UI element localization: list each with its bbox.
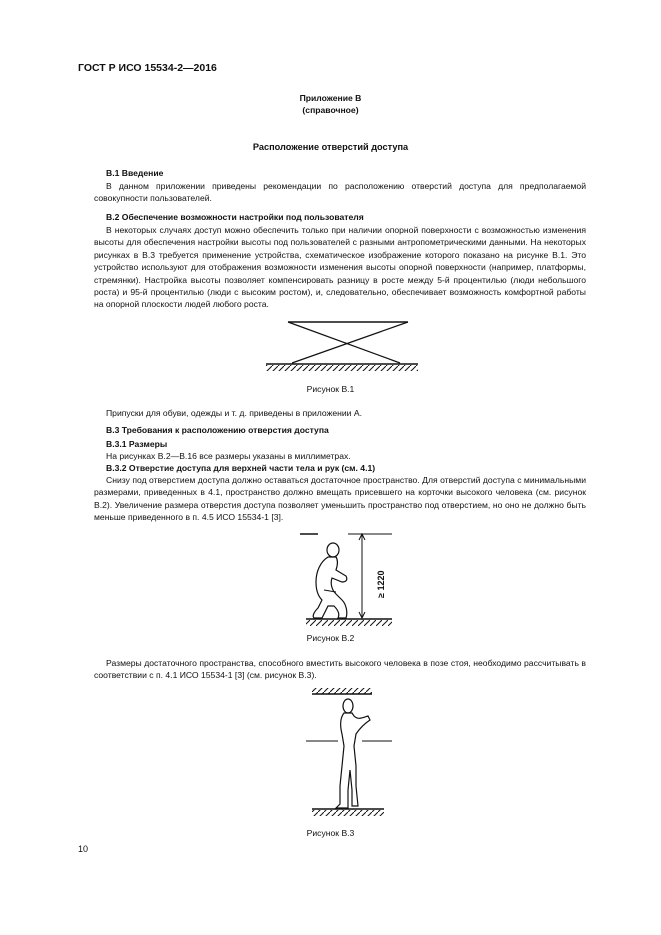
document-standard-id: ГОСТ Р ИСО 15534-2—2016 — [78, 62, 217, 74]
appendix-heading: Расположение отверстий доступа — [252, 142, 409, 152]
section-b1-heading: В.1 Введение — [106, 168, 164, 178]
figure-b2-caption: Рисунок В.2 — [306, 633, 355, 643]
appendix-title: Приложение В — [299, 93, 362, 103]
page-number: 10 — [78, 844, 89, 854]
figure-b3-caption: Рисунок В.3 — [306, 828, 355, 838]
section-b3-heading: В.3 Требования к расположению отверстия доступа — [106, 425, 329, 435]
section-b2-text: В некоторых случаях доступ можно обеспечить только при наличии опорной поверхности с возможностью изменения высоты для обеспечения настройки высоты под пользователей с разными антропометрическими данными. На некоторых рисунках в В.3 требуется применение устройства, схематическое изображение которого показано на рисунке В.1. Это устройство используют для отображения возможности изменения высоты опорной поверхности (например, платформы, стремянки). Настройка высоты позволяет компенсировать разницу в росте между 5-й процентилью (люди небольшого роста) и 95-й процентилью (люди с высоким ростом), и, следовательно, обеспечивает возможность комфортной работы на опорной плоскости людей любого роста. — [94, 225, 586, 310]
figure-b2-dimension: ≥ 1220 — [376, 570, 386, 598]
section-b31-heading: В.3.1 Размеры — [106, 439, 168, 449]
section-b32-text2: Размеры достаточного пространства, способного вместить высокого человека в позе стоя, необходимо рассчитывать в соответствии с п. 4.1 ИСО 15534-1 [3] (см. рисунок В.3). — [94, 658, 586, 681]
section-b1-text: В данном приложении приведены рекомендации по расположению отверстий доступа для предполагаемой совокупности пользователей. — [94, 181, 586, 204]
figure-b3-standing-person — [300, 686, 400, 826]
appendix-subtitle: (справочное) — [302, 105, 359, 115]
section-b31-text: На рисунках В.2—В.16 все размеры указаны в миллиметрах. — [106, 451, 351, 461]
section-b2-note: Припуски для обуви, одежды и т. д. приведены в приложении А. — [106, 408, 362, 418]
section-b32-text: Снизу под отверстием доступа должно оставаться достаточное пространство. Для отверстий доступа с минимальными размерами, приведенных в 4.1, пространство должно вмещать присевшего на корточки высокого человека (см. рисунок В.2). Увеличение размера отверстия доступа позволяет уменьшить пространство под отверстием, но оно не должно быть меньше приведенного в п. 4.5 ИСО 15534-1 [3]. — [94, 475, 586, 523]
figure-b1-scissor-lift — [260, 318, 420, 376]
section-b2-heading: В.2 Обеспечение возможности настройки под пользователя — [106, 212, 364, 222]
figure-b1-caption: Рисунок В.1 — [306, 384, 355, 394]
section-b32-heading: В.3.2 Отверстие доступа для верхней части тела и рук (см. 4.1) — [106, 463, 376, 473]
